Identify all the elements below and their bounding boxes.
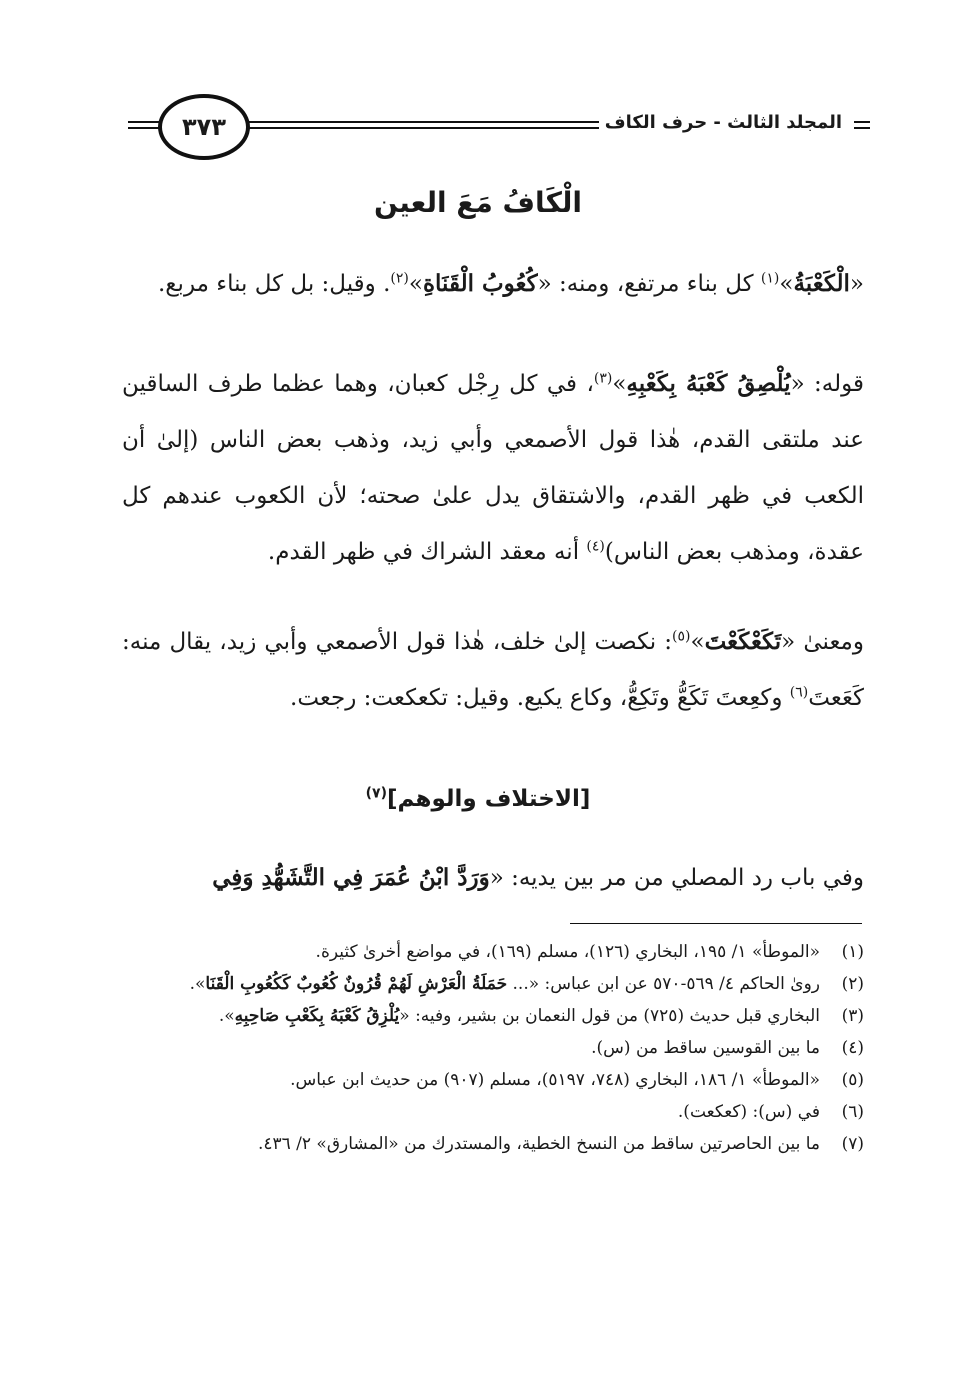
footnote-ref: (٤) (586, 538, 605, 555)
footnote-item (122, 1032, 864, 1064)
quote-mark: « (849, 271, 864, 297)
footnote-ref: (٧) (365, 785, 387, 802)
footnote-number: (١) (841, 942, 864, 962)
footnote-text: «الموطأ» ١/ ١٨٦، البخاري (٧٤٨، ٥١٩٧)، مسلم (٩٠٧) من حديث ابن عباس. (290, 1070, 820, 1090)
footnote-ref: (٢) (390, 270, 409, 287)
quote-mark: » (408, 271, 423, 297)
footnote-number: (٤) (841, 1038, 864, 1058)
paragraph-text: وكعِعتَ تَكَعُّ وتَكِعُّ، وكاع يكيع. وقيل: تكعكعت: رجعت. (290, 685, 790, 711)
section-heading-text: [الاختلاف والوهم] (386, 786, 591, 812)
paragraph-text: وفي باب رد المصلي من مر بين يديه: « (489, 865, 864, 891)
footnote-ref: (٦) (789, 684, 809, 701)
footnote-text: ما بين الحاصرتين ساقط من النسخ الخطية، والمستدرك من «المشارق» ٢/ ٤٣٦. (257, 1134, 820, 1154)
quote-mark: » (612, 371, 627, 397)
paragraph-text: : نكصت إلىٰ خلف، هٰذا قول الأصمعي وأبي زيد، يقال منه: كَعَعتَ (122, 629, 864, 711)
entry-term: كُعُوبُ الْقَنَاةِ (422, 270, 538, 297)
footnote-number: (٥) (841, 1070, 864, 1090)
header-rule (230, 121, 630, 123)
section-heading (0, 786, 956, 812)
paragraph-text: ، في كل رِجْل كعبان، وهما عظما طرف الساقين عند ملتقى القدم، هٰذا قول الأصمعي وأبي زيد، وذهب بعض الناس (إلىٰ أن الكعب في ظهر القدم، والاشتقاق يدل علىٰ صحته؛ لأن الكعوب عندهم كل عقدة، ومذهب بعض الناس) (122, 371, 864, 565)
entry-term: يُلْصِقُ كَعْبَهُ بِكَعْبِهِ (626, 370, 791, 397)
paragraph-text: أنه معقد الشراك في ظهر القدم. (267, 539, 587, 565)
header-rule (230, 127, 630, 129)
page-number: ٣٧٣ (182, 113, 226, 141)
footnote-item (122, 968, 864, 1000)
page-number-badge (158, 94, 250, 160)
chapter-title: الْكَافُ مَعَ العين (374, 186, 582, 219)
footnote-ref: (١) (760, 270, 780, 287)
footnote-number: (٣) (841, 1006, 864, 1026)
paragraph-prayer (122, 850, 864, 906)
entry-term: الْكَعْبَةُ (793, 270, 850, 297)
paragraph-text: . وقيل: بل كل بناء مربع. (158, 271, 391, 297)
header-rule (854, 127, 870, 129)
footnote-text: في (س): (كعكعت). (677, 1102, 820, 1122)
paragraph-text: ومعنىٰ « (781, 629, 864, 655)
paragraph-ankle (122, 356, 864, 580)
quote-mark: » (690, 629, 705, 655)
running-header-title: المجلد الثالث - حرف الكاف (599, 112, 848, 133)
footnote-item (122, 1064, 864, 1096)
footnote-item (122, 936, 864, 968)
paragraph-takaakaa (122, 614, 864, 726)
footnote-number: (٢) (841, 974, 864, 994)
footnote-text: «الموطأ» ١/ ١٩٥، البخاري (١٢٦)، مسلم (١٦٩)، في مواضع أخرىٰ كثيرة. (315, 942, 820, 962)
header-rule (854, 121, 870, 123)
footnote-item (122, 1096, 864, 1128)
footnotes (122, 936, 864, 1160)
footnote-ref: (٣) (593, 370, 613, 387)
footnote-number: (٧) (841, 1134, 864, 1154)
footnote-number: (٦) (841, 1102, 864, 1122)
footnote-separator (570, 923, 862, 924)
footnote-text: ما بين القوسين ساقط من (س). (591, 1038, 820, 1058)
quote-mark: » (779, 271, 794, 297)
footnote-ref: (٥) (672, 628, 691, 645)
entry-term: وَرَدَّ ابْنُ عُمَرَ فِي التَّشَهُّدِ وَفِي (212, 864, 490, 891)
paragraph-text: كل بناء مرتفع، ومنه: « (537, 271, 761, 297)
footnote-item (122, 1128, 864, 1160)
footnote-item (122, 1000, 864, 1032)
entry-term: تَكَعْكَعْتَ (704, 628, 782, 655)
paragraph-text: قوله: « (790, 371, 865, 397)
footnote-text: البخاري قبل حديث (٧٢٥) من قول النعمان بن بشير، وفيه: «يُلْزِقُ كَعْبَهُ بِكَعْبِ صَاحِبِهِ». (218, 1006, 820, 1026)
footnote-text: روىٰ الحاكم ٤/ ٥٦٩-٥٧٠ عن ابن عباس: «... حَمَلَةُ الْعَرْشِ لَهُمْ قُرُونٌ كُعُوبٌ كَكُعُوبِ الْقَنَا». (189, 974, 820, 994)
paragraph-kaaba (122, 256, 864, 312)
running-header (120, 96, 870, 166)
